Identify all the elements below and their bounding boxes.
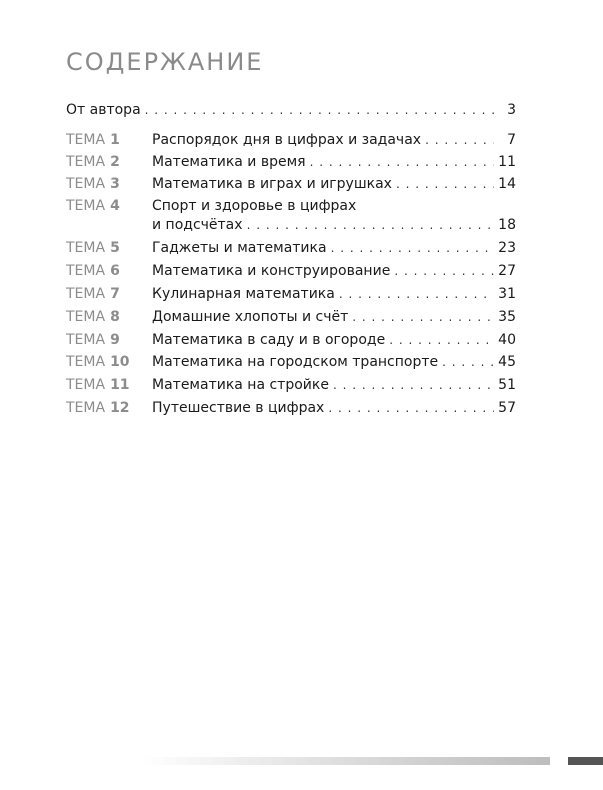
topic-label: ТЕМА 9: [66, 332, 120, 348]
dot-leader: [331, 239, 494, 258]
toc-page-number: 31: [498, 286, 516, 302]
toc-page-number: 7: [507, 132, 516, 148]
toc-entry-title: Домашние хлопоты и счёт: [152, 309, 349, 325]
toc-page-number: 11: [498, 154, 516, 170]
topic-label: ТЕМА 4: [66, 198, 120, 214]
dot-leader: [389, 331, 494, 350]
topic-label: ТЕМА 6: [66, 263, 120, 279]
topic-label: ТЕМА 5: [66, 240, 120, 256]
toc-entry-title: От автора: [66, 102, 141, 118]
footer-gradient-bar: [140, 757, 550, 765]
topic-label: ТЕМА 8: [66, 309, 120, 325]
dot-leader: [339, 285, 494, 304]
toc-page-number: 3: [507, 102, 516, 118]
dot-leader: [310, 153, 494, 172]
dot-leader: [328, 399, 494, 418]
toc-entry-title: Математика на стройке: [152, 377, 329, 393]
toc-entry-title: Математика в играх и игрушках: [152, 176, 392, 192]
toc-entry-title: Математика и время: [152, 154, 306, 170]
toc-page-number: 45: [498, 354, 516, 370]
dot-leader: [425, 131, 494, 150]
topic-label: ТЕМА 12: [66, 400, 130, 416]
toc-page-number: 51: [498, 377, 516, 393]
topic-label: ТЕМА 2: [66, 154, 120, 170]
toc-entry-title: Распорядок дня в цифрах и задачах: [152, 132, 422, 148]
dot-leader: [333, 376, 494, 395]
dot-leader: [442, 353, 494, 372]
toc-entry-title: Математика на городском транспорте: [152, 354, 439, 370]
toc-entry-topic-4[interactable]: [66, 197, 516, 237]
toc-entry-title: Гаджеты и математика: [152, 240, 327, 256]
toc-entry-title: Математика в саду и в огороде: [152, 332, 386, 348]
dot-leader: [396, 175, 494, 194]
toc-entry-title: Математика и конструирование: [152, 263, 391, 279]
toc-entry-title-line1: Спорт и здоровье в цифрах: [152, 198, 357, 214]
toc-entry-title: Кулинарная математика: [152, 286, 335, 302]
toc-page-number: 27: [498, 263, 516, 279]
dot-leader: [394, 262, 494, 281]
toc-entry-title: и подсчётах: [152, 217, 243, 233]
toc-page-number: 14: [498, 176, 516, 192]
page-title: СОДЕРЖАНИЕ: [66, 48, 264, 76]
toc-page-number: 40: [498, 332, 516, 348]
toc-page-number: 23: [498, 240, 516, 256]
dot-leader: [145, 101, 494, 120]
toc-page-number: 35: [498, 309, 516, 325]
toc-page-number: 57: [498, 400, 516, 416]
toc-page-number: 18: [498, 217, 516, 233]
footer-page-tab: [568, 757, 603, 765]
topic-label: ТЕМА 7: [66, 286, 120, 302]
topic-label: ТЕМА 10: [66, 354, 130, 370]
topic-label: ТЕМА 1: [66, 132, 120, 148]
dot-leader: [352, 308, 494, 327]
topic-label: ТЕМА 11: [66, 377, 130, 393]
topic-label: ТЕМА 3: [66, 176, 120, 192]
dot-leader: [247, 216, 494, 235]
toc-entry-title: Путешествие в цифрах: [152, 400, 325, 416]
